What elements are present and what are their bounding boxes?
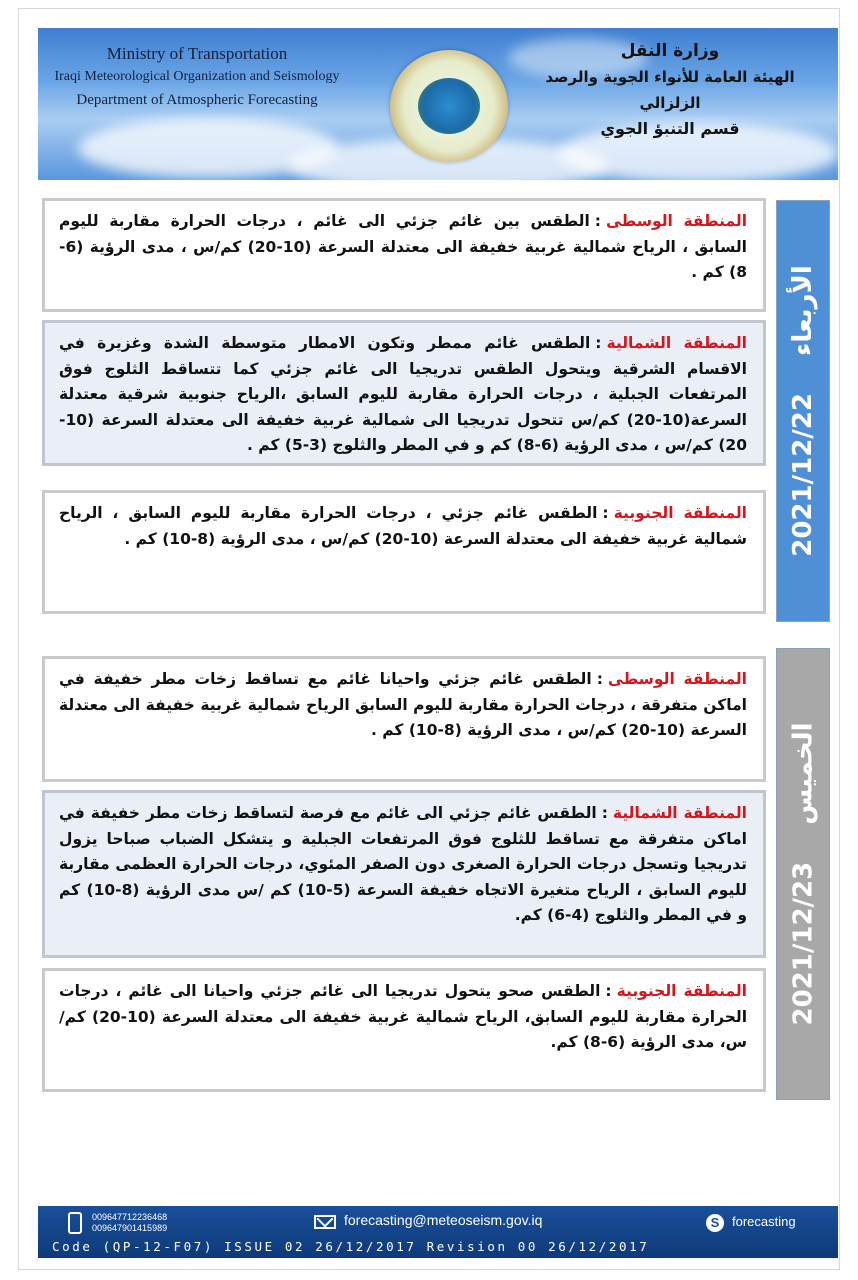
organization-name-ar: الهيئة العامة للأنواء الجوية والرصد الزلزالي (545, 68, 795, 112)
forecast-text: الطقس غائم جزئي واحيانا غائم مع تساقط زخات مطر خفيفة في اماكن متفرقة ، درجات الحرارة مقاربة لليوم السابق الرياح شمالية غربية خفيفة الى معتدلة السرعة (10-20) كم/س ، مدى الرؤية (8-10) كم . (59, 670, 747, 739)
date-label (788, 265, 818, 557)
region-label: المنطقة الشمالية (612, 804, 747, 822)
forecast-box-day1-north: المنطقة الشمالية:الطقس غائم ممطر وتكون الامطار متوسطة الشدة وغزيرة في الاقسام الشرقية ويتحول الطقس تدريجيا الى غائم جزئي كما تتساقط الثلوج فوق المرتفعات الجبلية ، درجات الحرارة مقاربة لليوم السابق ،الرياح جنوبية شرقية معتدلة السرعة(10-20) كم/س تتحول تدريجيا الى شمالية غربية خفيفة الى معتدلة السرعة (10-20) كم/س ، مدى الرؤية (6-8) كم و في المطر والثلوج (3-5) كم . (42, 320, 766, 466)
forecast-text: الطقس غائم جزئي ، درجات الحرارة مقاربة لليوم السابق ، الرياح شمالية غربية خفيفة الى معتدلة السرعة (10-20) كم/س ، مدى الرؤية (8-10) كم . (59, 504, 747, 548)
day-name: الخميس (788, 722, 818, 825)
date-value: 2021/12/23 (788, 861, 818, 1026)
header-english-title (52, 42, 342, 112)
forecast-text: الطقس صحو يتحول تدريجيا الى غائم جزئي واحيانا الى غائم ، درجات الحرارة مقاربة لليوم السابق، الرياح شمالية غربية خفيفة الى معتدلة السرعة (10-20) كم/س، مدى الرؤية (6-8) كم. (59, 982, 748, 1051)
region-label: المنطقة الجنوبية (613, 504, 747, 522)
forecast-box-day1-central: المنطقة الوسطى:الطقس بين غائم جزئي الى غائم ، درجات الحرارة مقاربة لليوم السابق ، الرياح شمالية غربية خفيفة الى معتدلة السرعة (10-20) كم/س ، مدى الرؤية (6-8) كم . (42, 198, 766, 312)
region-label: المنطقة الوسطى (607, 670, 747, 688)
date-bar-day2 (776, 648, 830, 1100)
day-name: الأربعاء (788, 265, 819, 356)
phone-numbers (92, 1212, 167, 1234)
date-value: 2021/12/22 (788, 393, 819, 557)
forecast-text: الطقس غائم ممطر وتكون الامطار متوسطة الشدة وغزيرة في الاقسام الشرقية ويتحول الطقس تدريجيا الى غائم جزئي كما تتساقط الثلوج فوق المرتفعات الجبلية ، درجات الحرارة مقاربة لليوم السابق ،الرياح جنوبية شرقية معتدلة السرعة(10-20) كم/س تتحول تدريجيا الى شمالية غربية خفيفة الى معتدلة السرعة (10-20) كم/س ، مدى الرؤية (6-8) كم و في المطر والثلوج (3-5) كم . (59, 334, 747, 454)
forecast-text: الطقس غائم جزئي الى غائم مع فرصة لتساقط زخات مطر خفيفة في اماكن متفرقة مع تساقط للثلوج فوق المرتفعات الجبلية و يتشكل الضباب صباحا يزول تدريجيا وتسجل درجات الحرارة الصغرى دون الصفر المئوي، درجات الحرارة العظمى مقاربة لليوم السابق ، الرياح متغيرة الاتجاه خفيفة السرعة (5-10) كم /س مدى الرؤية (8-10) كم و في المطر والثلوج (4-6) كم. (59, 804, 747, 924)
forecast-box-day2-central: المنطقة الوسطى:الطقس غائم جزئي واحيانا غائم مع تساقط زخات مطر خفيفة في اماكن متفرقة ، درجات الحرارة مقاربة لليوم السابق الرياح شمالية غربية خفيفة الى معتدلة السرعة (10-20) كم/س ، مدى الرؤية (8-10) كم . (42, 656, 766, 782)
ministry-name-ar: وزارة النقل (620, 41, 720, 61)
forecast-text: الطقس بين غائم جزئي الى غائم ، درجات الحرارة مقاربة لليوم السابق ، الرياح شمالية غربية خفيفة الى معتدلة السرعة (10-20) كم/س ، مدى الرؤية (6-8) كم . (59, 212, 747, 281)
date-label (788, 723, 818, 1026)
region-label: المنطقة الجنوبية (616, 982, 747, 1000)
email-link[interactable]: forecasting@meteoseism.gov.iq (344, 1212, 543, 1228)
department-name-en: Department of Atmospheric Forecasting (76, 92, 318, 108)
phone-icon (68, 1212, 82, 1234)
forecast-box-day1-south: المنطقة الجنوبية:الطقس غائم جزئي ، درجات الحرارة مقاربة لليوم السابق ، الرياح شمالية غربية خفيفة الى معتدلة السرعة (10-20) كم/س ، مدى الرؤية (8-10) كم . (42, 490, 766, 614)
organization-name-en: Iraqi Meteorological Organization and Seismology (54, 69, 340, 84)
ministry-name-en: Ministry of Transportation (106, 44, 288, 63)
skype-handle[interactable]: forecasting (732, 1214, 796, 1229)
header-arabic-title (520, 38, 820, 142)
region-label: المنطقة الشمالية (606, 334, 747, 352)
mail-icon (314, 1215, 336, 1229)
department-name-ar: قسم التنبؤ الجوي (600, 119, 740, 138)
logo-emblem-icon (418, 78, 480, 134)
forecast-box-day2-south: المنطقة الجنوبية:الطقس صحو يتحول تدريجيا الى غائم جزئي واحيانا الى غائم ، درجات الحرارة مقاربة لليوم السابق، الرياح شمالية غربية خفيفة الى معتدلة السرعة (10-20) كم/س، مدى الرؤية (6-8) كم. (42, 968, 766, 1092)
phone-number-2: 009647901415989 (92, 1223, 168, 1233)
document-code-line: Code (QP-12-F07) ISSUE 02 26/12/2017 Revision 00 26/12/2017 (52, 1239, 650, 1254)
skype-icon: S (706, 1214, 724, 1232)
phone-number-1: 009647712236468 (92, 1212, 168, 1222)
forecast-box-day2-north: المنطقة الشمالية:الطقس غائم جزئي الى غائم مع فرصة لتساقط زخات مطر خفيفة في اماكن متفرقة مع تساقط للثلوج فوق المرتفعات الجبلية و يتشكل الضباب صباحا يزول تدريجيا وتسجل درجات الحرارة الصغرى دون الصفر المئوي، درجات الحرارة العظمى مقاربة لليوم السابق ، الرياح متغيرة الاتجاه خفيفة السرعة (5-10) كم /س مدى الرؤية (8-10) كم و في المطر والثلوج (4-6) كم. (42, 790, 766, 958)
date-bar-day1 (776, 200, 830, 622)
header-banner (38, 28, 838, 180)
footer-bar (38, 1206, 838, 1258)
organization-logo (390, 50, 508, 162)
region-label: المنطقة الوسطى (605, 212, 748, 230)
